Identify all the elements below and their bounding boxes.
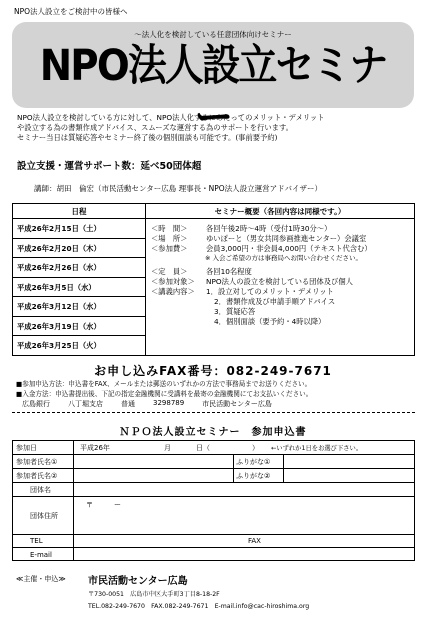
form-name1-input[interactable] xyxy=(73,455,233,468)
form-furigana2-label: ふりがな② xyxy=(236,471,271,480)
form-name2-input[interactable] xyxy=(73,469,233,482)
schedule-date-header: 日程 xyxy=(13,204,145,219)
schedule-overview-header: セミナー概要（各回内容は同様です。） xyxy=(145,204,415,219)
info-capacity-label: ＜定 員＞ xyxy=(151,267,188,276)
lecturer-info: 講師：胡田 倫宏（市民活動センター広島 理事長・NPO法人設立運営アドバイザー） xyxy=(34,184,322,193)
info-time-label: ＜時 間＞ xyxy=(151,224,188,233)
schedule-date-row: 平成26年3月19日（水） xyxy=(13,317,145,337)
application-form xyxy=(12,440,415,561)
bank-branch: 八丁堀支店 xyxy=(68,400,103,408)
form-fax-input[interactable] xyxy=(283,535,416,547)
info-fee xyxy=(151,244,372,253)
form-tel-input[interactable] xyxy=(73,535,233,547)
form-address-postal[interactable]: 〒 ー xyxy=(86,501,121,509)
form-row-name1 xyxy=(13,455,414,469)
form-date-month: 月 xyxy=(164,443,171,452)
form-date-label: 参加日 xyxy=(16,443,37,452)
fax-heading: お申し込みFAX番号：082-249-7671 xyxy=(94,364,332,378)
info-time xyxy=(151,224,331,233)
schedule-date-row: 平成26年3月25日（火） xyxy=(17,341,101,350)
form-row-email xyxy=(13,548,414,561)
schedule-divider xyxy=(145,204,146,355)
info-place-value: ゆいぽーと（男女共同参画推進センター）会議室 xyxy=(206,234,367,243)
schedule-date-row: 平成26年2月20日（木） xyxy=(13,239,145,259)
info-content xyxy=(151,287,334,296)
form-furigana1-label: ふりがな① xyxy=(236,457,271,466)
schedule-table xyxy=(12,203,415,356)
info-capacity-value: 各回10名程度 xyxy=(206,267,252,276)
info-content-item: 3．質疑応答 xyxy=(214,307,256,316)
info-time-value: 各回午後2時〜4時（受付1時30分〜） xyxy=(206,224,332,233)
bank-account-number: 3298789 xyxy=(153,399,185,407)
intro-line: NPO法人設立を検討している方に対して、NPO法人化するにあたってのメリット・デメリット xyxy=(17,113,325,122)
info-target xyxy=(151,277,353,286)
form-title: ＮＰＯ法人設立セミナー 参加申込書 xyxy=(119,427,307,438)
note-line: ■参加申込方法：申込書をFAX、メールまたは郵送のいずれかの方法で事務局までお送りください。 xyxy=(16,380,312,388)
form-row-address xyxy=(13,497,414,535)
greeting-text: NPO法人設立をご検討中の皆様へ xyxy=(14,7,128,16)
bank-info xyxy=(22,399,402,409)
info-target-value: NPO法人の設立を検討している団体及び個人 xyxy=(206,277,353,286)
form-name1-label: 参加者氏名① xyxy=(16,457,58,466)
schedule-date-row: 平成26年2月26日（水） xyxy=(13,258,145,278)
support-count: 設立支援・運営サポート数：延べ50団体超 xyxy=(17,161,202,172)
info-content-item: 1．設立对してのメリット・デメリット xyxy=(206,287,334,296)
form-org-input[interactable] xyxy=(73,483,416,496)
info-place xyxy=(151,234,366,243)
info-place-label: ＜場 所＞ xyxy=(151,234,188,243)
intro-paragraph xyxy=(17,113,417,143)
seminar-subtitle: 〜法人化を検討している任意団体向けセミナー xyxy=(134,30,292,39)
schedule-date-row: 平成26年3月12日（水） xyxy=(13,297,145,317)
info-fee-value: 会員3,000円・非会員4,000円（テキスト代含む） xyxy=(206,244,372,253)
organizer-label: ≪主催・申込≫ xyxy=(16,575,66,583)
organizer-contact: TEL.082-249-7670 FAX.082-249-7671 E-mail.info@cac-hiroshima.org xyxy=(88,603,310,610)
info-capacity xyxy=(151,267,252,276)
form-email-input[interactable] xyxy=(73,548,416,561)
info-fee-label: ＜参加費＞ xyxy=(151,244,188,253)
form-furigana2-input[interactable] xyxy=(283,469,416,482)
form-tel-label: TEL xyxy=(30,537,43,545)
bank-account-type: 普通 xyxy=(121,400,135,408)
note-line: ■入金方法：申込書提出後、下記の指定金融機関に受講料を最寄の金融機関にてお支払いください。 xyxy=(16,389,313,398)
form-address-label: 団体住所 xyxy=(30,511,58,520)
form-furigana1-input[interactable] xyxy=(283,455,416,468)
form-org-label: 団体名 xyxy=(30,485,51,494)
cut-line xyxy=(12,412,415,413)
form-email-label: E-mail xyxy=(30,550,52,559)
organizer-name: 市民活動センター広島 xyxy=(88,576,188,587)
form-row-tel xyxy=(13,535,414,548)
form-row-name2 xyxy=(13,469,414,483)
form-row-date xyxy=(13,441,414,455)
intro-line: セミナー当日は質疑応答やセミナー終了後の個別面談も可能です。(事前要予約) xyxy=(17,133,278,142)
form-date-day: 日（ xyxy=(196,443,210,452)
schedule-date-row: 平成26年2月15日（土） xyxy=(13,219,145,239)
schedule-date-row: 平成26年3月5日（水） xyxy=(13,278,145,298)
organizer-address: 〒730-0051 広島市中区大手町3丁目8-18-2F xyxy=(88,591,220,598)
bank-name: 広島銀行 xyxy=(22,400,50,408)
form-date-year: 平成26年 xyxy=(80,443,110,452)
form-date-instruction: ←いずれか1日をお選び下さい。 xyxy=(271,445,363,452)
form-row-org xyxy=(13,483,414,497)
info-content-item: 2．書類作成及び申請手順アドバイス xyxy=(214,297,336,306)
form-fax-label: FAX xyxy=(248,537,261,545)
application-notes xyxy=(16,380,416,399)
form-name2-label: 参加者氏名② xyxy=(16,471,58,480)
info-fee-note: ※ 入会ご希望の方は事務局へお問い合わせください。 xyxy=(205,254,363,262)
info-target-label: ＜参加対象＞ xyxy=(151,277,195,286)
seminar-title: NPO法人設立セミナー xyxy=(39,41,387,143)
info-content-item: 4．個別面談（要予約・4時以降） xyxy=(214,317,326,326)
bank-account-holder: 市民活動センター広島 xyxy=(202,400,272,408)
form-date-close: ） xyxy=(252,443,259,452)
info-content-label: ＜講義内容＞ xyxy=(151,287,195,296)
intro-line: や設立する為の書類作成アドバイス、スムーズな運営する為のサポートを行います。 xyxy=(17,123,293,132)
